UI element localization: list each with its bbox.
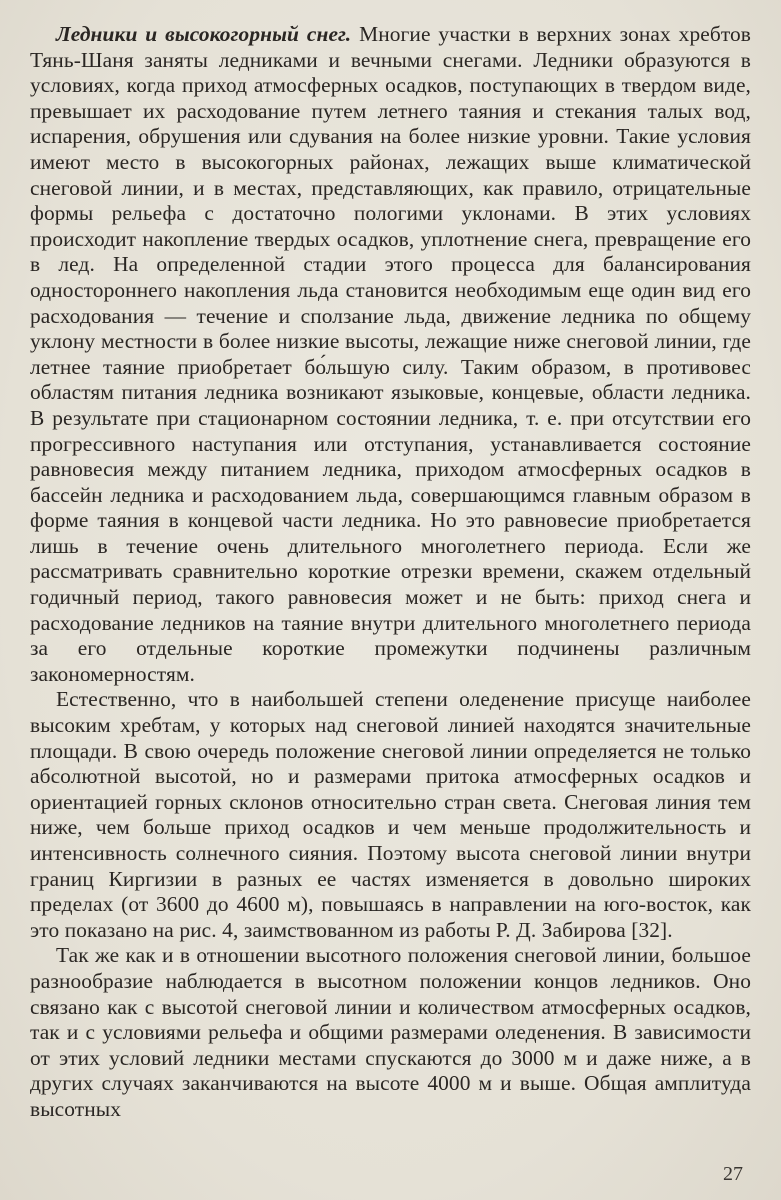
paragraph-glaciation: Естественно, что в наибольшей степени оледенение присуще наиболее высоким хребтам, у которых над снеговой линией находятся значительные площади. В свою очередь положение снеговой линии определяется не только абсолютной высотой, но и размерами притока атмосферных осадков и ориентацией горных склонов относительно стран света. Снеговая линия тем ниже, чем больше приход осадков и чем меньше продолжительность и интенсивность солнечного сияния. Поэтому высота снеговой линии внутри границ Киргизии в разных ее частях изменяется в довольно широких пределах (от 3600 до 4600 м), повышаясь в направлении на юго-восток, как это показано на рис. 4, заимствованном из работы Р. Д. Забирова [32]. xyxy=(30,687,751,942)
page-number: 27 xyxy=(723,1163,743,1185)
paragraph-glacier-ends: Так же как и в отношении высотного положения снеговой линии, большое разнообразие наблюдается в высотном положении концов ледников. Оно связано как с высотой снеговой линии и количеством атмосферных осадков, так и с условиями рельефа и общими размерами оледенения. В зависимости от этих условий ледники местами спускаются до 3000 м и даже ниже, а в других случаях заканчиваются на высоте 4000 м и выше. Общая амплитуда высотных xyxy=(30,943,751,1121)
paragraph-glaciers xyxy=(30,22,751,687)
section-heading: Ледники и высокогорный снег. xyxy=(56,22,352,46)
paragraph-text: Многие участки в верхних зонах хребтов Тянь-Шаня заняты ледниками и вечными снегами. Ледники образуются в условиях, когда приход атмосферных осадков, поступающих в твердом виде, превышает их расходование путем летнего таяния и стекания талых вод, испарения, обрушения или сдувания на более низкие уровни. Такие условия имеют место в высокогорных районах, лежащих выше климатической снеговой линии, и в местах, представляющих, как правило, отрицательные формы рельефа с достаточно пологими уклонами. В этих условиях происходит накопление твердых осадков, уплотнение снега, превращение его в лед. На определенной стадии этого процесса для балансирования одностороннего накопления льда становится необходимым еще один вид его расходования — течение и сползание льда, движение ледника по общему уклону местности в более низкие высоты, лежащие ниже снеговой линии, где летнее таяние приобретает бо́льшую силу. Таким образом, в противовес областям питания ледника возникают языковые, концевые, области ледника. В результате при стационарном состоянии ледника, т. е. при отсутствии его прогрессивного наступания или отступания, устанавливается состояние равновесия между питанием ледника, приходом атмосферных осадков в бассейн ледника и расходованием льда, совершающимся главным образом в форме таяния в концевой части ледника. Но это равновесие приобретается лишь в течение очень длительного многолетнего периода. Если же рассматривать сравнительно короткие отрезки времени, скажем отдельный годичный период, такого равновесия может и не быть: приход снега и расходование ледников на таяние внутри длительного многолетнего периода за его отдельные короткие промежутки подчинены различным закономерностям. xyxy=(30,22,751,686)
